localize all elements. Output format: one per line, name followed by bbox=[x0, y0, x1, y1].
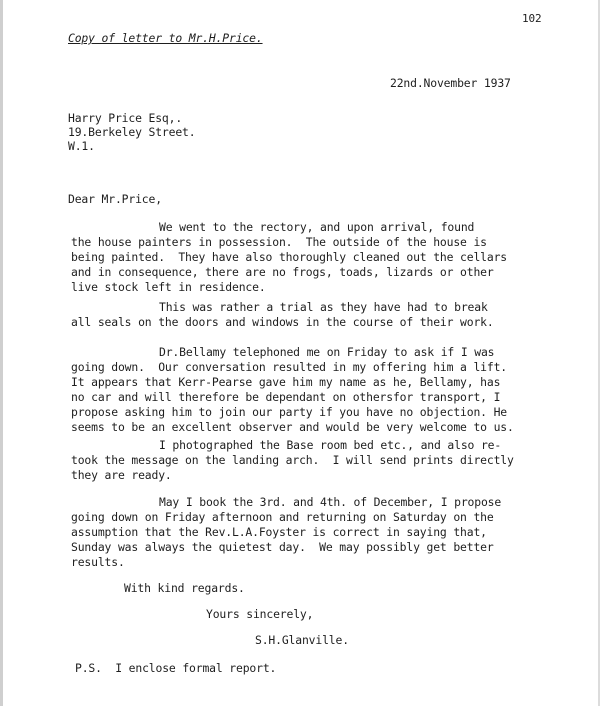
paragraph-2 bbox=[71, 300, 591, 330]
paragraph-line: the house painters in possession. The outside of the house is bbox=[71, 235, 487, 249]
paragraph-line: and in consequence, there are no frogs, toads, lizards or other bbox=[71, 265, 494, 279]
paragraph-1 bbox=[71, 220, 591, 295]
closing: With kind regards. bbox=[124, 581, 245, 595]
paragraph-line: going down on Friday afternoon and returning on Saturday on the bbox=[71, 510, 494, 524]
salutation: Dear Mr.Price, bbox=[68, 192, 162, 206]
paragraph-line: all seals on the doors and windows in the course of their work. bbox=[71, 315, 494, 329]
paragraph-line: results. bbox=[71, 555, 125, 569]
paragraph-3 bbox=[71, 345, 591, 435]
yours-sincerely: Yours sincerely, bbox=[206, 607, 314, 621]
page-number: 102 bbox=[522, 12, 542, 25]
address-line-district: W.1. bbox=[68, 139, 95, 153]
paragraph-line: May I book the 3rd. and 4th. of December, I propose bbox=[159, 495, 502, 509]
scan-edge-left bbox=[0, 0, 3, 706]
paragraph-line: Dr.Bellamy telephoned me on Friday to ask if I was bbox=[159, 345, 495, 359]
paragraph-line: It appears that Kerr-Pearse gave him my name as he, Bellamy, has bbox=[71, 375, 501, 389]
paragraph-line: live stock left in residence. bbox=[71, 280, 266, 294]
paragraph-5 bbox=[71, 495, 591, 570]
paragraph-line: no car and will therefore be dependant on othersfor transport, I bbox=[71, 390, 501, 404]
paragraph-4 bbox=[71, 438, 591, 483]
letter-heading: Copy of letter to Mr.H.Price. bbox=[68, 31, 263, 45]
address-line-name: Harry Price Esq,. bbox=[68, 111, 183, 125]
paragraph-line: Sunday was always the quietest day. We may possibly get better bbox=[71, 540, 494, 554]
paragraph-line: being painted. They have also thoroughly cleaned out the cellars bbox=[71, 250, 508, 264]
paragraph-line: they are ready. bbox=[71, 468, 172, 482]
paragraph-line: going down. Our conversation resulted in my offering him a lift. bbox=[71, 360, 508, 374]
paragraph-line: This was rather a trial as they have had to break bbox=[159, 300, 488, 314]
address-line-street: 19.Berkeley Street. bbox=[68, 125, 196, 139]
paragraph-line: propose asking him to join our party if you have no objection. He bbox=[71, 405, 508, 419]
postscript: P.S. I enclose formal report. bbox=[75, 661, 277, 675]
signature: S.H.Glanville. bbox=[255, 633, 349, 647]
paragraph-line: took the message on the landing arch. I will send prints directly bbox=[71, 453, 514, 467]
paragraph-line: seems to be an excellent observer and would be very welcome to us. bbox=[71, 420, 514, 434]
paragraph-line: We went to the rectory, and upon arrival, found bbox=[159, 220, 475, 234]
paragraph-line: assumption that the Rev.L.A.Foyster is correct in saying that, bbox=[71, 525, 487, 539]
paragraph-line: I photographed the Base room bed etc., and also re- bbox=[159, 438, 502, 452]
letter-date: 22nd.November 1937 bbox=[390, 76, 511, 90]
